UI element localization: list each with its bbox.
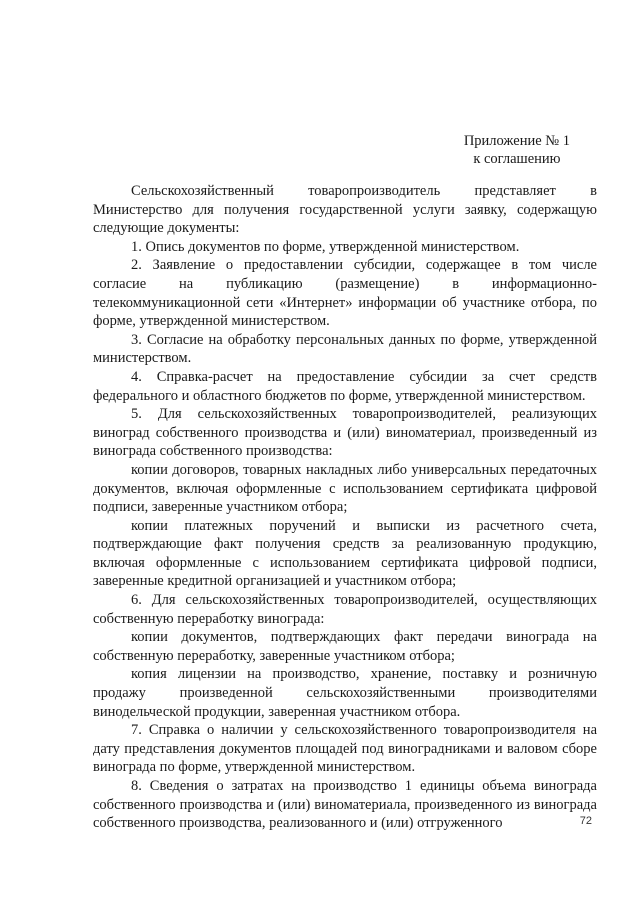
document-body [93, 182, 597, 833]
list-item-6-sub-1: копии документов, подтверждающих факт передачи винограда на собственную переработку, заверенные участником отбора; [93, 629, 597, 664]
list-item-5-sub-1: копии договоров, товарных накладных либо универсальных передаточных документов, включая оформленные с использованием сертификата цифровой подписи, заверенные участником отбора; [93, 461, 597, 516]
list-item-2: 2. Заявление о предоставлении субсидии, содержащее в том числе согласие на публикацию (размещение) в информационно-телекоммуникационной сети «Интернет» информации об участнике отбора, по форме, утвержденной министерством. [93, 257, 597, 330]
list-item-7: 7. Справка о наличии у сельскохозяйственного товаропроизводителя на дату представления документов площадей под виноградниками и валовом сборе винограда по форме, утвержденной министерством. [93, 722, 597, 776]
list-item-8: 8. Сведения о затратах на производство 1 единицы объема винограда собственного производства и (или) виноматериала, произведенного из винограда собственного производства, реализованного и (или) отгруженного [93, 778, 597, 832]
list-item-5-sub-2: копии платежных поручений и выписки из расчетного счета, подтверждающие факт получения средств за реализованную продукцию, включая оформленные с использованием сертификата цифровой подписи, заверенные кредитной организацией и участником отбора; [93, 517, 597, 590]
list-item-6: 6. Для сельскохозяйственных товаропроизводителей, осуществляющих собственную переработку винограда: [93, 592, 597, 627]
appendix-title: Приложение № 1 [463, 133, 570, 149]
list-item-5: 5. Для сельскохозяйственных товаропроизводителей, реализующих виноград собственного производства и (или) виноматериал, произведенный из винограда собственного производства: [93, 406, 597, 460]
appendix-subtitle: к соглашению [473, 151, 561, 167]
list-item-3: 3. Согласие на обработку персональных данных по форме, утвержденной министерством. [93, 331, 597, 367]
appendix-header [464, 132, 570, 168]
list-item-4: 4. Справка-расчет на предоставление субсидии за счет средств федерального и областного бюджетов по форме, утвержденной министерством. [93, 368, 597, 404]
list-item-6-sub-2: копия лицензии на производство, хранение, поставку и розничную продажу произведенной сельскохозяйственными производителями винодельческой продукции, заверенная участником отбора. [93, 666, 597, 720]
page-number: 72 [579, 815, 592, 827]
list-item-1: 1. Опись документов по форме, утвержденной министерством. [131, 238, 520, 255]
intro-paragraph: Сельскохозяйственный товаропроизводитель представляет в Министерство для получения государственной услуги заявку, содержащую следующие документы: [93, 183, 597, 237]
